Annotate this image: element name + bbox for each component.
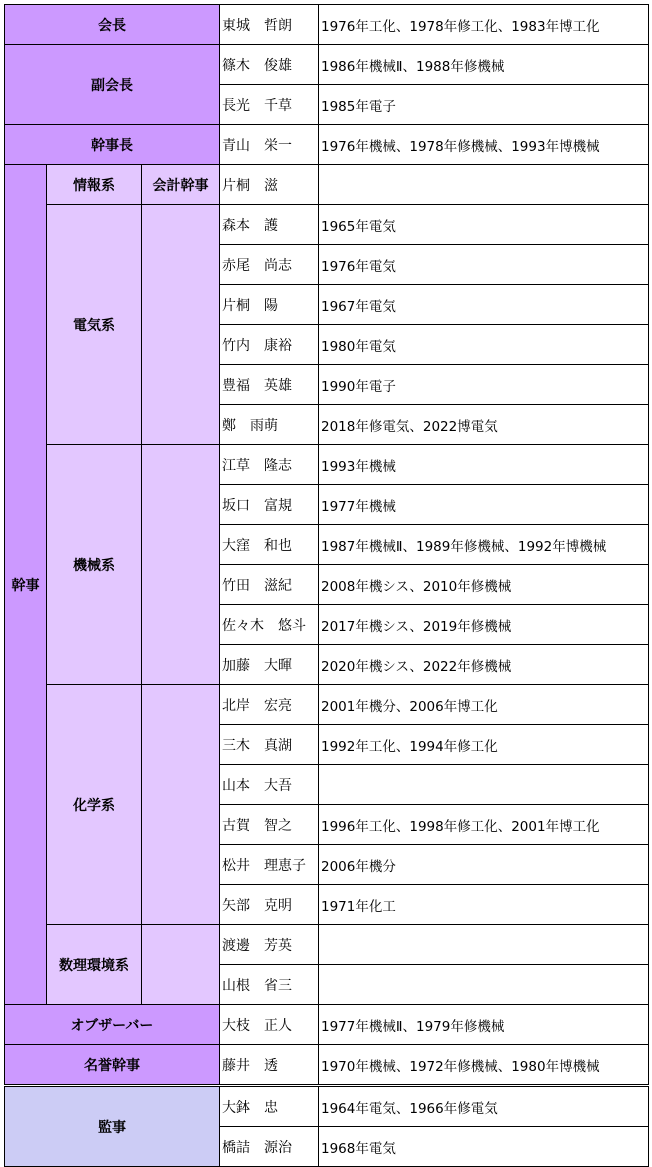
- member-name: 古賀 智之: [220, 805, 319, 845]
- member-history: 1985年電子: [319, 85, 649, 125]
- member-name: 大窪 和也: [220, 525, 319, 565]
- member-history: [319, 165, 649, 205]
- table-row: [5, 685, 649, 725]
- member-history: 1965年電気: [319, 205, 649, 245]
- table-row: [5, 45, 649, 85]
- member-name: 三木 真湖: [220, 725, 319, 765]
- table-row: [5, 125, 649, 165]
- member-history: 1980年電気: [319, 325, 649, 365]
- member-history: 1990年電子: [319, 365, 649, 405]
- member-history: 1970年機械、1972年修機械、1980年博機械: [319, 1045, 649, 1086]
- dept-math-environment: 数理環境系: [47, 925, 142, 1005]
- member-name: 坂口 富規: [220, 485, 319, 525]
- member-history: 1976年工化、1978年修工化、1983年博工化: [319, 5, 649, 45]
- member-name: 江草 隆志: [220, 445, 319, 485]
- member-name: 篠木 俊雄: [220, 45, 319, 85]
- member-history: 2006年機分: [319, 845, 649, 885]
- member-history: 1996年工化、1998年修工化、2001年博工化: [319, 805, 649, 845]
- member-name: 藤井 透: [220, 1045, 319, 1086]
- member-name: 竹田 滋紀: [220, 565, 319, 605]
- member-name: 鄭 雨萌: [220, 405, 319, 445]
- member-name: 竹内 康裕: [220, 325, 319, 365]
- dept-mechanical-sub: [142, 445, 220, 685]
- member-history: [319, 965, 649, 1005]
- member-history: 1976年電気: [319, 245, 649, 285]
- member-name: 森本 護: [220, 205, 319, 245]
- officer-roster-table: [4, 4, 649, 1167]
- dept-mechanical: 機械系: [47, 445, 142, 685]
- role-chief-secretary: 幹事長: [5, 125, 220, 165]
- member-history: 1977年機械Ⅱ、1979年修機械: [319, 1005, 649, 1045]
- member-name: 東城 哲朗: [220, 5, 319, 45]
- member-name: 渡邊 芳英: [220, 925, 319, 965]
- member-history: 1971年化工: [319, 885, 649, 925]
- member-history: 1968年電気: [319, 1127, 649, 1167]
- dept-math-environment-sub: [142, 925, 220, 1005]
- table-row: [5, 1086, 649, 1127]
- member-name: 片桐 滋: [220, 165, 319, 205]
- member-history: 2001年機分、2006年博工化: [319, 685, 649, 725]
- dept-chemistry-sub: [142, 685, 220, 925]
- member-name: 矢部 克明: [220, 885, 319, 925]
- member-name: 赤尾 尚志: [220, 245, 319, 285]
- dept-electrical: 電気系: [47, 205, 142, 445]
- table-row: [5, 165, 649, 205]
- role-auditor: 監事: [5, 1086, 220, 1167]
- member-history: [319, 765, 649, 805]
- member-history: 1992年工化、1994年修工化: [319, 725, 649, 765]
- member-history: 1977年機械: [319, 485, 649, 525]
- member-history: 1976年機械、1978年修機械、1993年博機械: [319, 125, 649, 165]
- member-name: 加藤 大暉: [220, 645, 319, 685]
- role-honorary-secretary: 名誉幹事: [5, 1045, 220, 1086]
- table-row: [5, 925, 649, 965]
- member-name: 松井 理恵子: [220, 845, 319, 885]
- role-vice-president: 副会長: [5, 45, 220, 125]
- role-president: 会長: [5, 5, 220, 45]
- dept-chemistry: 化学系: [47, 685, 142, 925]
- table-row: [5, 1045, 649, 1086]
- table-row: [5, 5, 649, 45]
- member-name: 佐々木 悠斗: [220, 605, 319, 645]
- table-row: [5, 205, 649, 245]
- member-name: 大鉢 忠: [220, 1086, 319, 1127]
- member-name: 橋詰 源治: [220, 1127, 319, 1167]
- member-history: 1993年機械: [319, 445, 649, 485]
- member-name: 北岸 宏亮: [220, 685, 319, 725]
- member-name: 大枝 正人: [220, 1005, 319, 1045]
- member-history: 2020年機シス、2022年修機械: [319, 645, 649, 685]
- member-history: [319, 925, 649, 965]
- role-accounting-secretary: 会計幹事: [142, 165, 220, 205]
- table-row: [5, 445, 649, 485]
- member-name: 青山 栄一: [220, 125, 319, 165]
- member-history: 1986年機械Ⅱ、1988年修機械: [319, 45, 649, 85]
- member-name: 片桐 陽: [220, 285, 319, 325]
- member-name: 山本 大吾: [220, 765, 319, 805]
- member-name: 長光 千草: [220, 85, 319, 125]
- dept-electrical-sub: [142, 205, 220, 445]
- member-name: 山根 省三: [220, 965, 319, 1005]
- member-name: 豊福 英雄: [220, 365, 319, 405]
- role-secretary: 幹事: [5, 165, 47, 1005]
- dept-information: 情報系: [47, 165, 142, 205]
- member-history: 1967年電気: [319, 285, 649, 325]
- member-history: 1987年機械Ⅱ、1989年修機械、1992年博機械: [319, 525, 649, 565]
- member-history: 2017年機シス、2019年修機械: [319, 605, 649, 645]
- role-observer: オブザーバー: [5, 1005, 220, 1045]
- member-history: 1964年電気、1966年修電気: [319, 1086, 649, 1127]
- member-history: 2018年修電気、2022博電気: [319, 405, 649, 445]
- table-row: [5, 1005, 649, 1045]
- member-history: 2008年機シス、2010年修機械: [319, 565, 649, 605]
